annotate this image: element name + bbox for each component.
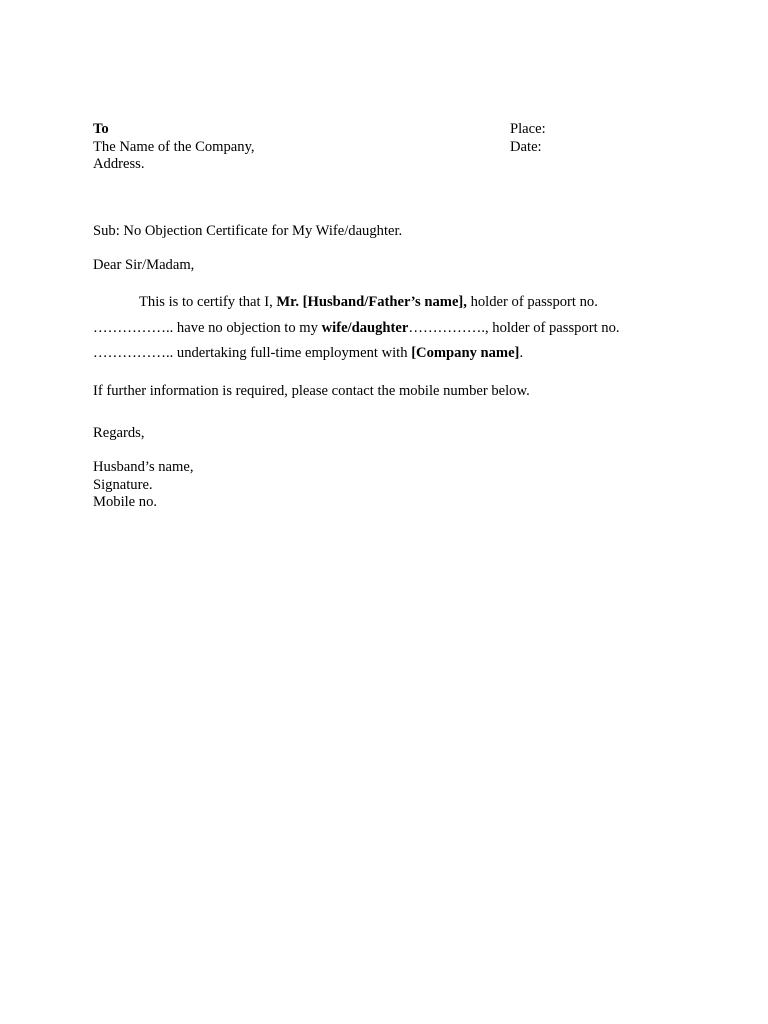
closing: Regards, bbox=[93, 425, 145, 441]
place-label: Place: bbox=[510, 121, 546, 137]
further-info-line: If further information is required, please contact the mobile number below. bbox=[93, 383, 530, 399]
company-name-placeholder: [Company name] bbox=[411, 345, 520, 361]
subject-line: Sub: No Objection Certificate for My Wife/daughter. bbox=[93, 223, 403, 239]
body-line-2-post: ……………., holder of passport no. bbox=[408, 319, 620, 336]
body-paragraph bbox=[93, 290, 620, 367]
recipient-block bbox=[93, 121, 255, 174]
to-label: To bbox=[93, 121, 109, 137]
salutation: Dear Sir/Madam, bbox=[93, 257, 195, 273]
wife-daughter-label: wife/daughter bbox=[321, 319, 409, 336]
signature-block bbox=[93, 459, 194, 512]
body-line-3-post: . bbox=[519, 345, 524, 361]
body-line-3 bbox=[93, 341, 620, 367]
body-line-1-pre: This is to certify that I, bbox=[139, 294, 277, 310]
body-line-1 bbox=[93, 290, 620, 316]
body-line-3-pre: …………….. undertaking full-time employment with bbox=[93, 345, 412, 361]
body-line-2 bbox=[93, 316, 620, 342]
mobile-line: Mobile no. bbox=[93, 494, 158, 510]
signature-line: Signature. bbox=[93, 476, 153, 493]
body-line-1-post: holder of passport no. bbox=[466, 294, 598, 310]
address-line: Address. bbox=[93, 156, 145, 172]
company-line: The Name of the Company, bbox=[93, 138, 255, 155]
husband-name-line: Husband’s name, bbox=[93, 459, 194, 475]
husband-father-name-placeholder: Mr. [Husband/Father’s name], bbox=[276, 294, 467, 310]
place-date-block bbox=[510, 121, 546, 156]
date-label: Date: bbox=[510, 138, 542, 155]
body-line-2-pre: …………….. have no objection to my bbox=[93, 319, 322, 336]
